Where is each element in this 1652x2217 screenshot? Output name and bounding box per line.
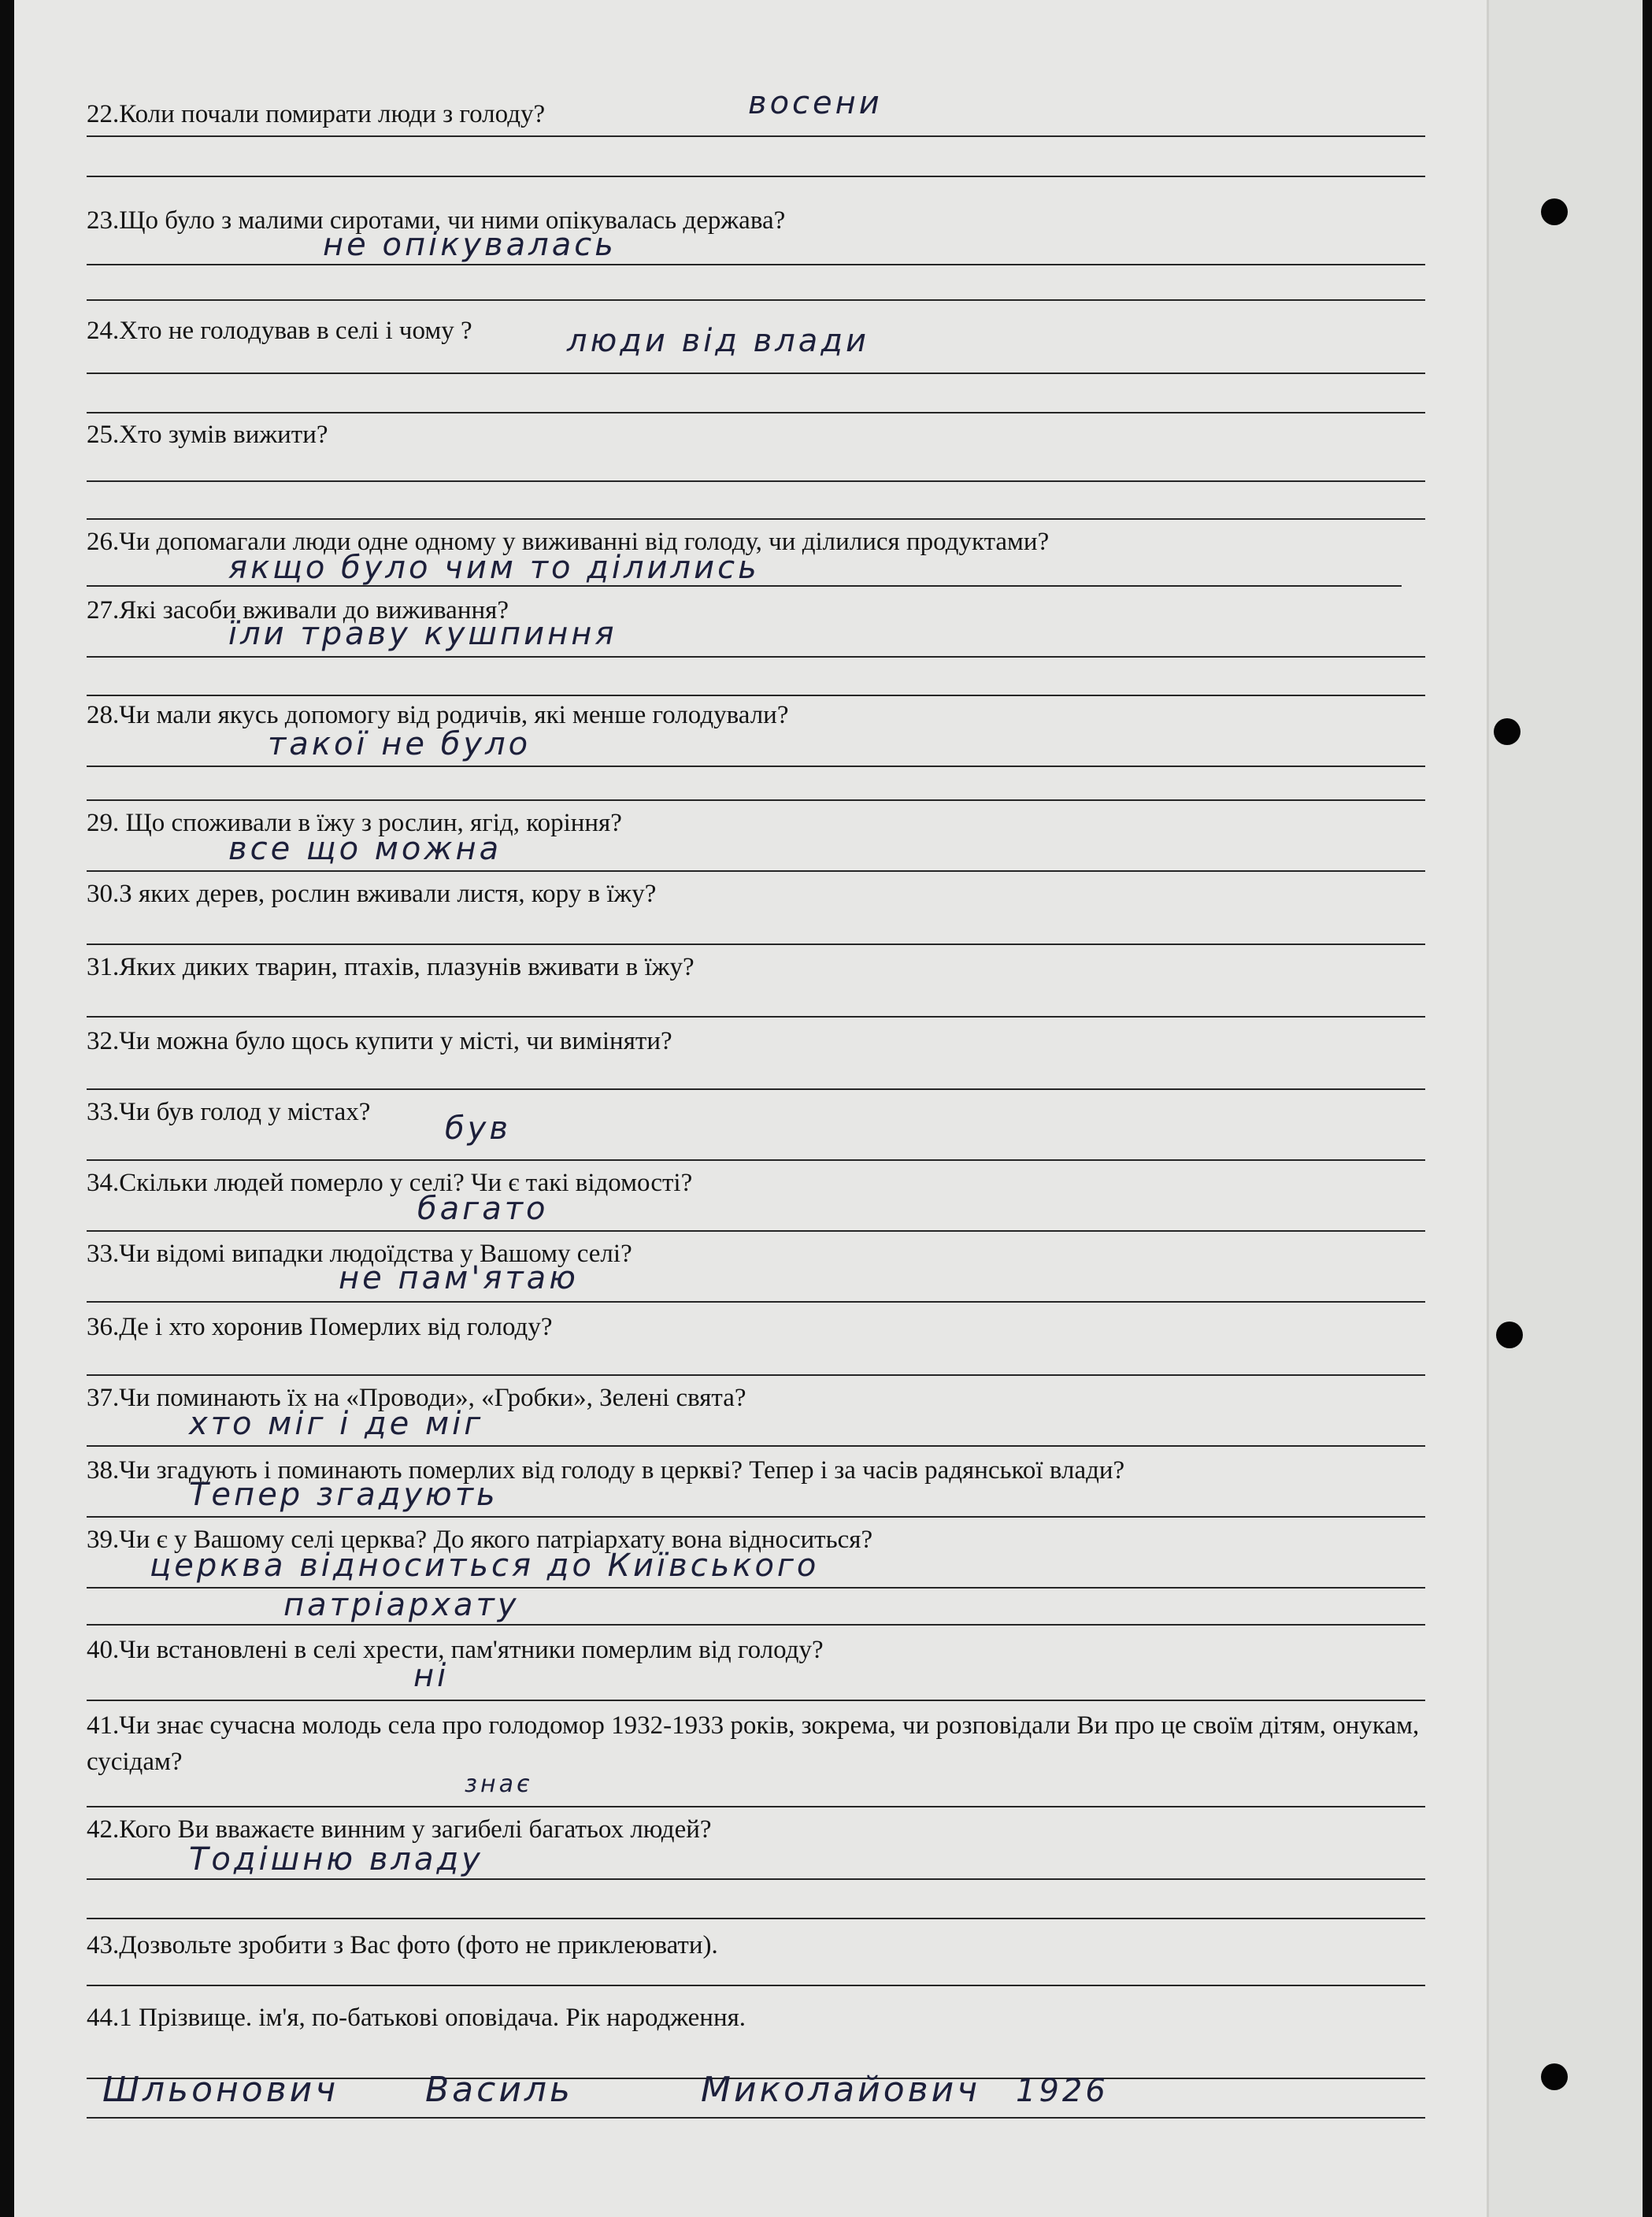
question-42: 42.Кого Ви вважаєте винним у загибелі багатьох людей?: [87, 1815, 712, 1844]
answer-line: [87, 1016, 1425, 1018]
answer-line: [87, 1985, 1425, 1986]
answer-22: восени: [748, 85, 883, 121]
answer-line: [87, 135, 1425, 137]
answer-33-cities: був: [445, 1110, 511, 1147]
question-33-cannibalism: 33.Чи відомі випадки людоїдства у Вашому селі?: [87, 1240, 632, 1268]
narrator-surname: Шльонович: [102, 2070, 339, 2110]
answer-line: [87, 944, 1425, 945]
answer-39: церква відноситься до Київського: [150, 1548, 820, 1584]
answer-27: їли траву кушпиння: [228, 616, 617, 652]
question-28: 28.Чи мали якусь допомогу від родичів, які менше голодували?: [87, 701, 789, 729]
question-33-cities: 33.Чи був голод у містах?: [87, 1098, 371, 1126]
answer-line: [87, 870, 1425, 872]
question-23: 23.Що було з малими сиротами, чи ними опікувалась держава?: [87, 206, 786, 235]
question-22: 22.Коли почали помирати люди з голоду?: [87, 100, 546, 128]
answer-38: Тепер згадують: [189, 1477, 498, 1513]
answer-line: [87, 1624, 1425, 1626]
answer-40: ні: [413, 1658, 450, 1694]
question-25: 25.Хто зумів вижити?: [87, 421, 328, 449]
answer-37: хто міг і де міг: [189, 1406, 484, 1442]
question-24: 24.Хто не голодував в селі і чому ?: [87, 317, 472, 345]
answer-line: [87, 1918, 1425, 1919]
answer-23: не опікувалась: [323, 227, 617, 263]
answer-line: [87, 176, 1425, 177]
question-26: 26.Чи допомагали люди одне одному у виживанні від голоду, чи ділилися продуктами?: [87, 528, 1050, 556]
answer-line: [87, 1878, 1425, 1880]
answer-42: Тодішню владу: [189, 1841, 483, 1878]
answer-28: такої не було: [268, 726, 532, 762]
question-40: 40.Чи встановлені в селі хрести, пам'ятники померлим від голоду?: [87, 1636, 824, 1664]
punch-hole-bottom: [1541, 2063, 1568, 2090]
question-27: 27.Які засоби вживали до виживання?: [87, 596, 509, 625]
answer-line: [87, 2117, 1425, 2119]
answer-line: [87, 1806, 1425, 1807]
answer-line: [87, 1445, 1425, 1447]
answer-29: все що можна: [228, 831, 502, 867]
answer-line: [87, 1230, 1425, 1232]
question-38: 38.Чи згадують і поминають померлих від голоду в церкві? Тепер і за часів радянської влади?: [87, 1456, 1125, 1485]
answer-line: [87, 412, 1425, 413]
answer-line: [87, 1374, 1425, 1376]
question-31: 31.Яких диких тварин, птахів, плазунів вживати в їжу?: [87, 953, 695, 981]
answer-line: [87, 1159, 1425, 1161]
question-34: 34.Скільки людей померло у селі? Чи є такі відомості?: [87, 1169, 693, 1197]
narrator-birth-year: 1926: [1016, 2073, 1109, 2109]
answer-line: [87, 264, 1425, 265]
punch-hole-lower: [1496, 1322, 1523, 1348]
answer-line: [87, 585, 1402, 587]
answer-line: [87, 373, 1425, 374]
answer-line: [87, 1516, 1425, 1518]
answer-line: [87, 799, 1425, 801]
question-41: 41.Чи знає сучасна молодь села про голодомор 1932-1933 років, зокрема, чи розповідали Ви про це своїм дітям, онукам, сусідам?: [87, 1711, 1420, 1776]
narrator-patronymic: Миколайович: [701, 2070, 981, 2110]
answer-line: [87, 766, 1425, 767]
question-43: 43.Дозвольте зробити з Вас фото (фото не приклеювати).: [87, 1931, 718, 1959]
answer-line: [87, 695, 1425, 696]
question-29: 29. Що споживали в їжу з рослин, ягід, коріння?: [87, 809, 622, 837]
answer-26: якщо було чим то ділились: [228, 550, 760, 586]
answer-41: знає: [465, 1770, 533, 1798]
answer-line: [87, 480, 1425, 482]
narrator-name: Василь: [425, 2070, 573, 2110]
question-39: 39.Чи є у Вашому селі церква? До якого патріархату вона відноситься?: [87, 1526, 873, 1554]
answer-24: люди від влади: [567, 323, 869, 359]
punch-hole-upper: [1494, 718, 1521, 745]
answer-line: [87, 1700, 1425, 1701]
answer-line: [87, 518, 1425, 520]
answer-line: [87, 1088, 1425, 1090]
answer-33-cannibalism: не пам'ятаю: [339, 1260, 579, 1296]
answer-34: багато: [417, 1191, 549, 1227]
question-32: 32.Чи можна було щось купити у місті, чи виміняти?: [87, 1027, 672, 1055]
answer-39-continued: патріархату: [283, 1587, 520, 1623]
answer-line: [87, 1301, 1425, 1303]
answer-line: [87, 299, 1425, 301]
question-44: 44.1 Прізвище. ім'я, по-батькові оповідача. Рік народження.: [87, 2004, 746, 2032]
question-36: 36.Де і хто хоронив Померлих від голоду?: [87, 1313, 553, 1341]
answer-line: [87, 656, 1425, 658]
punch-hole-top: [1541, 198, 1568, 225]
question-30: 30.З яких дерев, рослин вживали листя, кору в їжу?: [87, 880, 657, 908]
question-37: 37.Чи поминають їх на «Проводи», «Гробки», Зелені свята?: [87, 1384, 746, 1412]
page-margin-strip: [1487, 0, 1643, 2217]
